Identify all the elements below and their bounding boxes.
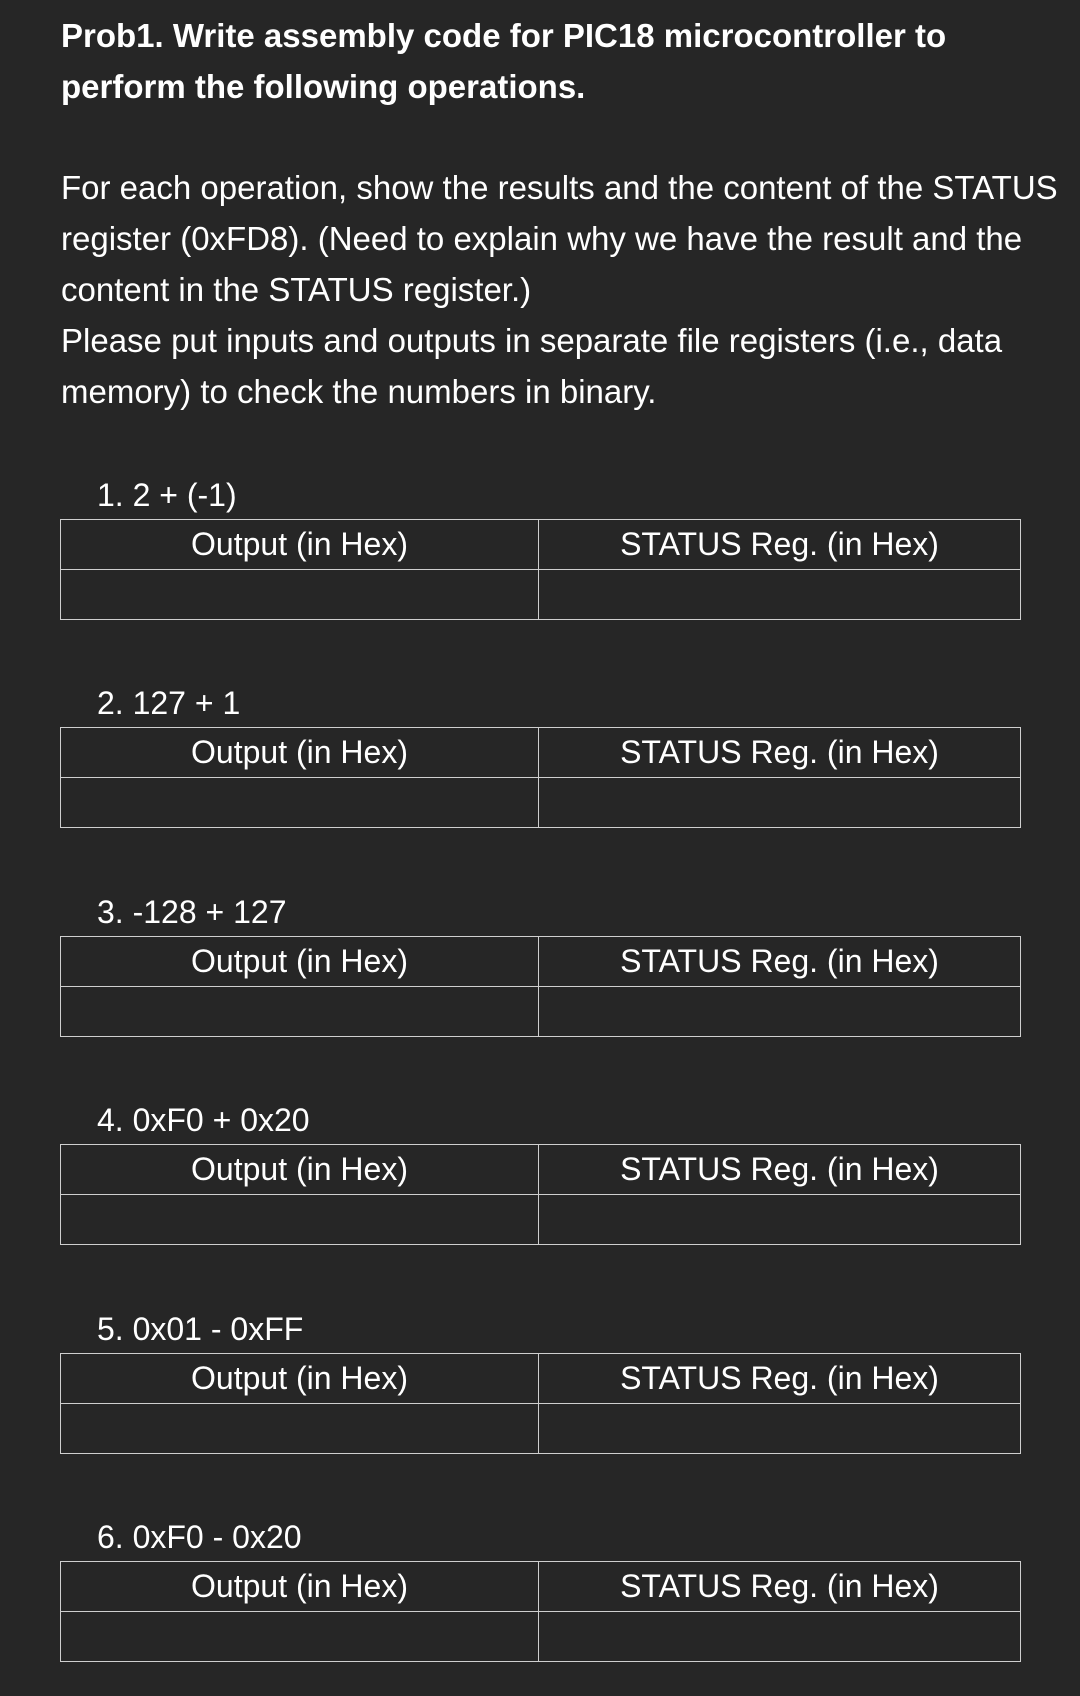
table-header-row — [61, 937, 1021, 987]
status-answer-cell[interactable] — [539, 1404, 1021, 1454]
output-answer-cell[interactable] — [61, 1612, 539, 1662]
output-answer-cell[interactable] — [61, 778, 539, 828]
output-header: Output (in Hex) — [61, 1354, 539, 1404]
answer-table — [60, 727, 1021, 828]
status-header: STATUS Reg. (in Hex) — [539, 520, 1021, 570]
problem-label: 1. 2 + (-1) — [97, 477, 237, 513]
table-answer-row — [61, 1404, 1021, 1454]
output-answer-cell[interactable] — [61, 570, 539, 620]
status-header: STATUS Reg. (in Hex) — [539, 728, 1021, 778]
table-answer-row — [61, 1612, 1021, 1662]
answer-table — [60, 1353, 1021, 1454]
output-answer-cell[interactable] — [61, 987, 539, 1037]
problem-label: 3. -128 + 127 — [97, 894, 287, 930]
table-header-row — [61, 520, 1021, 570]
table-answer-row — [61, 987, 1021, 1037]
output-header: Output (in Hex) — [61, 937, 539, 987]
table-header-row — [61, 1145, 1021, 1195]
problem-label: 4. 0xF0 + 0x20 — [97, 1102, 310, 1138]
status-header: STATUS Reg. (in Hex) — [539, 1145, 1021, 1195]
instructions — [61, 162, 1061, 417]
status-answer-cell[interactable] — [539, 1195, 1021, 1245]
answer-table — [60, 936, 1021, 1037]
status-answer-cell[interactable] — [539, 570, 1021, 620]
output-header: Output (in Hex) — [61, 1562, 539, 1612]
status-header: STATUS Reg. (in Hex) — [539, 1354, 1021, 1404]
status-answer-cell[interactable] — [539, 987, 1021, 1037]
status-header: STATUS Reg. (in Hex) — [539, 937, 1021, 987]
table-header-row — [61, 728, 1021, 778]
answer-table — [60, 1561, 1021, 1662]
problem-label: 2. 127 + 1 — [97, 685, 241, 721]
table-answer-row — [61, 570, 1021, 620]
status-header: STATUS Reg. (in Hex) — [539, 1562, 1021, 1612]
answer-table — [60, 519, 1021, 620]
output-answer-cell[interactable] — [61, 1195, 539, 1245]
status-answer-cell[interactable] — [539, 1612, 1021, 1662]
output-header: Output (in Hex) — [61, 728, 539, 778]
problem-title: Prob1. Write assembly code for PIC18 microcontroller to perform the following operations. — [61, 17, 947, 105]
table-header-row — [61, 1354, 1021, 1404]
output-header: Output (in Hex) — [61, 520, 539, 570]
answer-table — [60, 1144, 1021, 1245]
output-header: Output (in Hex) — [61, 1145, 539, 1195]
table-answer-row — [61, 778, 1021, 828]
table-header-row — [61, 1562, 1021, 1612]
output-answer-cell[interactable] — [61, 1404, 539, 1454]
instructions-paragraph-2: Please put inputs and outputs in separate file registers (i.e., data memory) to check the numbers in binary. — [61, 322, 1003, 410]
problem-label: 5. 0x01 - 0xFF — [97, 1311, 304, 1347]
instructions-paragraph-1: For each operation, show the results and the content of the STATUS register (0xFD8). (Need to explain why we have the result and the content in the STATUS register.) — [61, 169, 1058, 308]
problem-label: 6. 0xF0 - 0x20 — [97, 1519, 302, 1555]
status-answer-cell[interactable] — [539, 778, 1021, 828]
table-answer-row — [61, 1195, 1021, 1245]
